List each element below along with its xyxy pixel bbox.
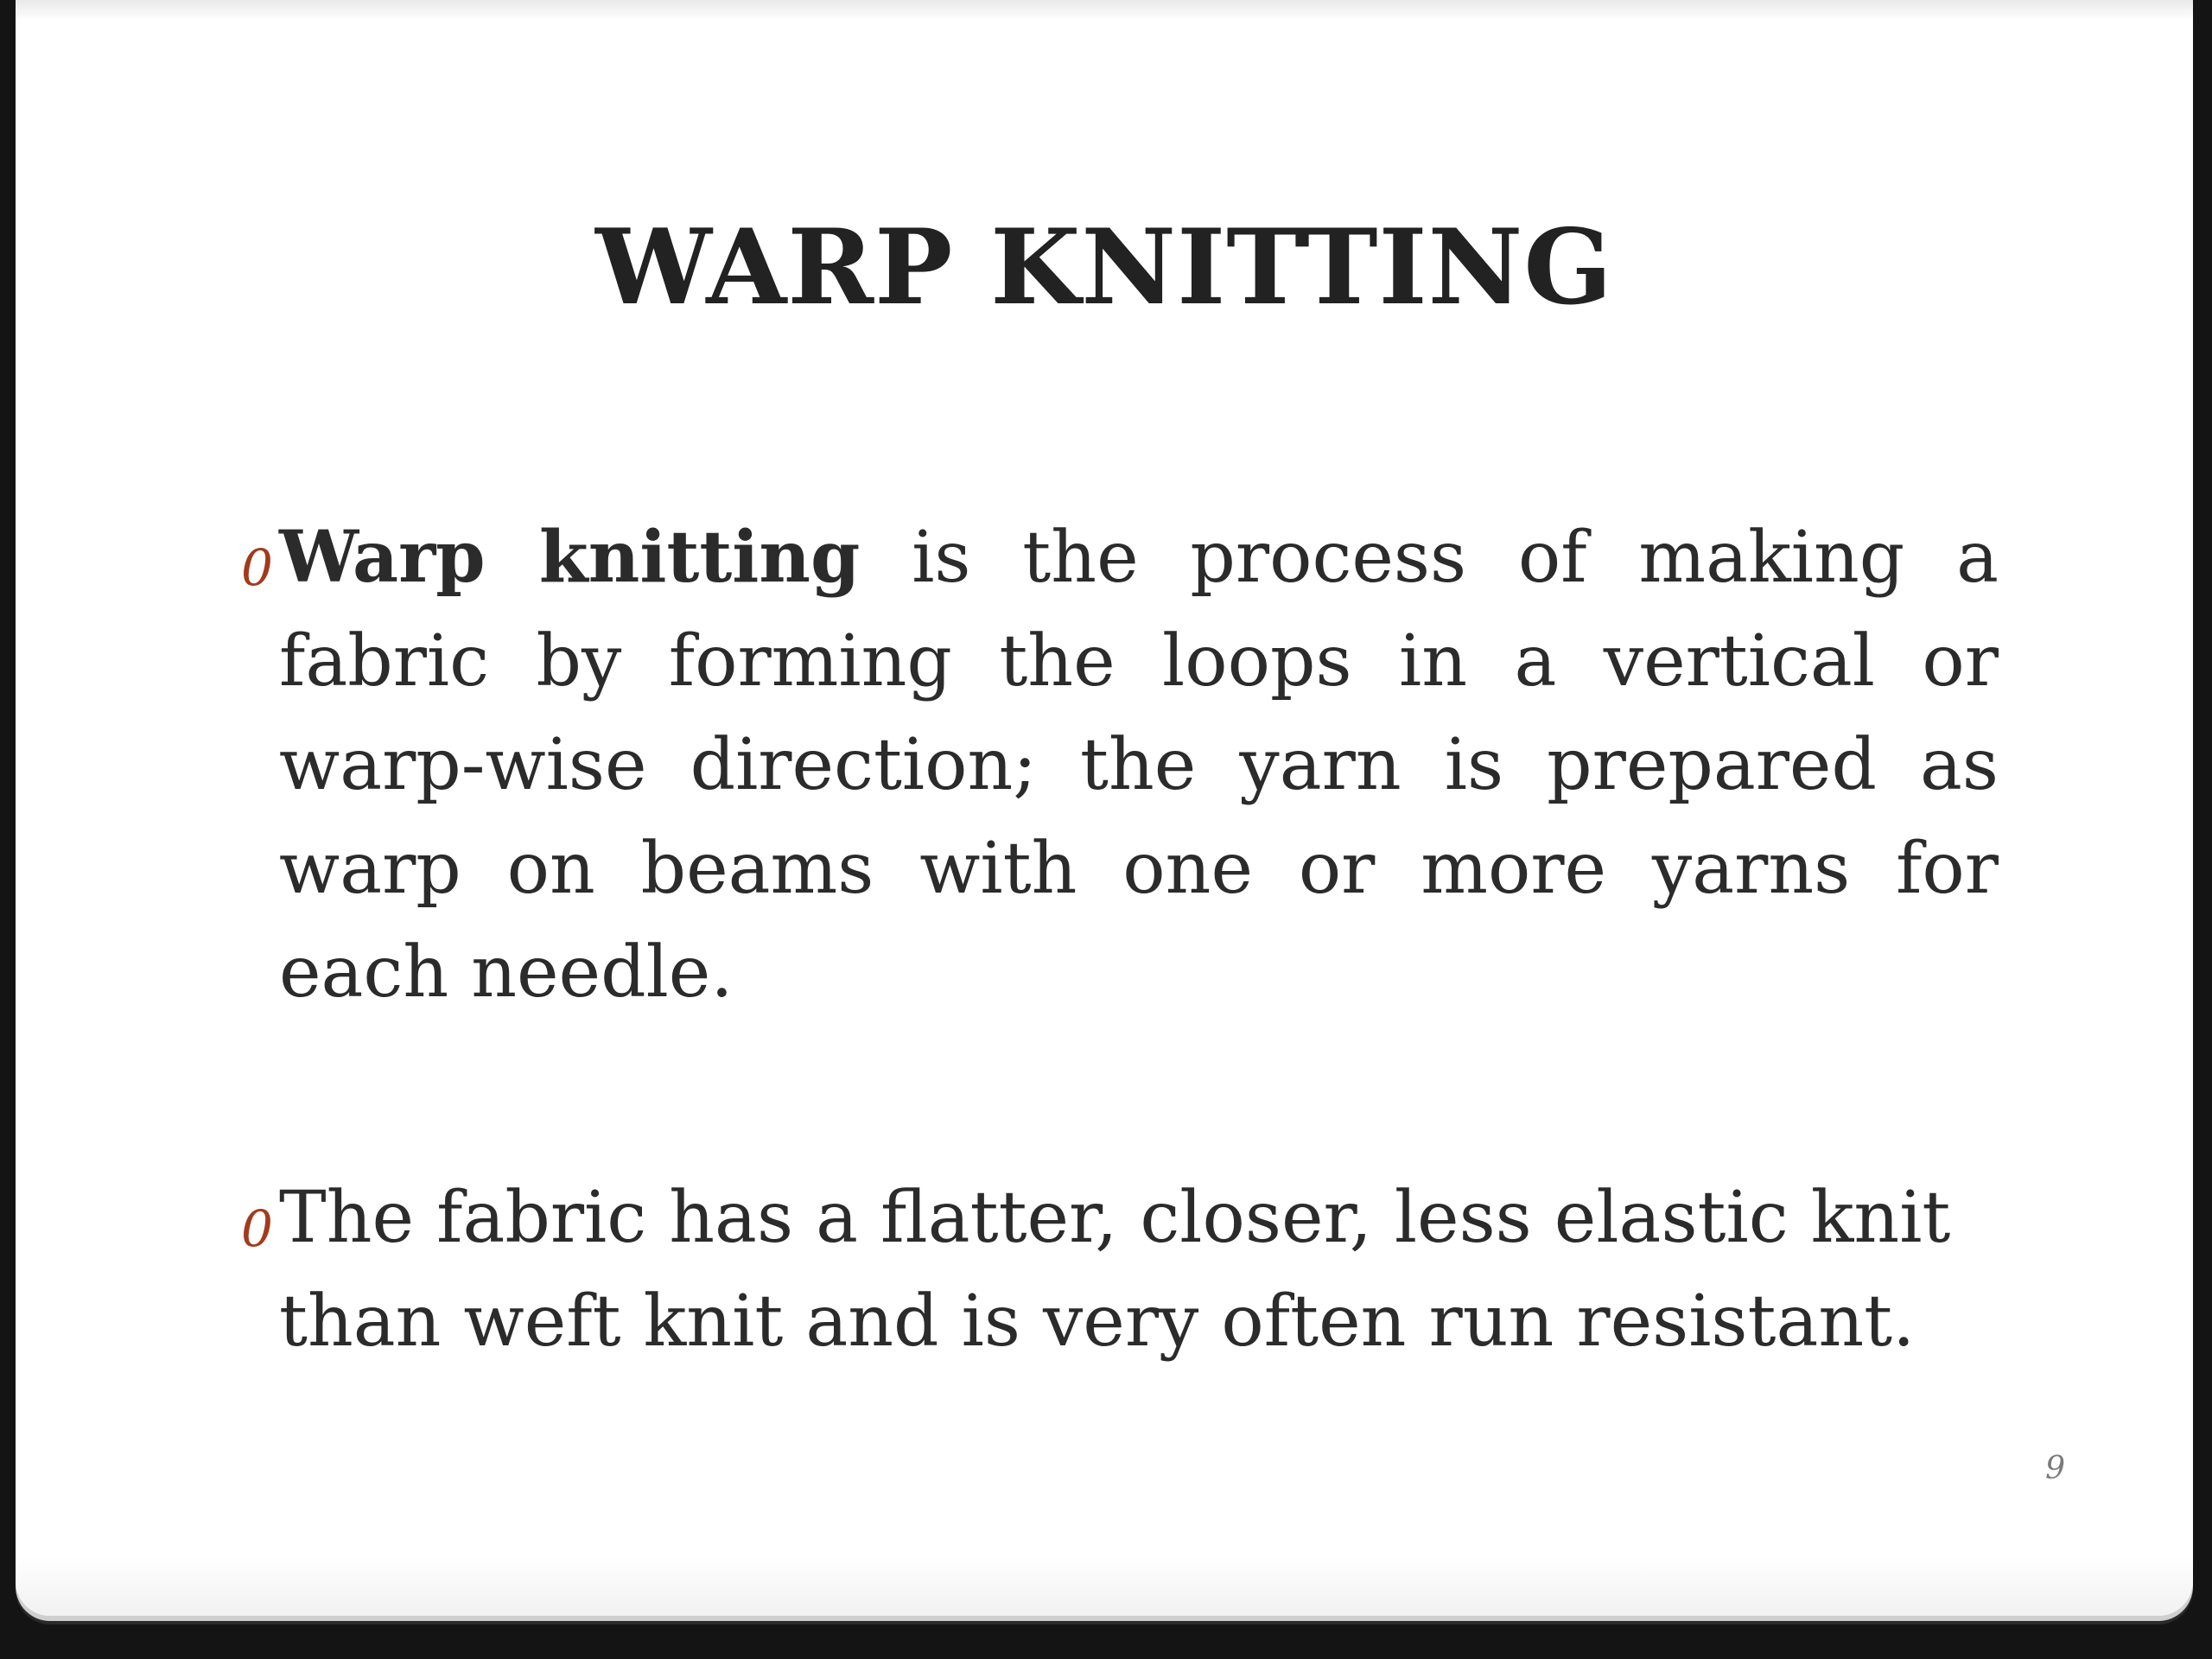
slide-title: WARP KNITTING [595, 207, 1613, 328]
page-number: 9 [2045, 1451, 2065, 1486]
bullet-marker-icon: 0 [241, 538, 273, 597]
bullet-text: is the process of making a fabric by forming the loops in a vertical or warp-wise direction; the yarn is prepared as warp on beams with one or more yarns for each needle. [279, 517, 1999, 1014]
slide [16, 0, 2193, 1616]
bullet-item [241, 505, 1999, 1025]
bullet-text: The fabric has a flatter, closer, less elastic knit than weft knit and is very often run resistant. [279, 1177, 1951, 1363]
bullet-marker-icon: 0 [241, 1199, 273, 1258]
bullet-item [241, 1166, 1999, 1374]
bullet-bold-lead: Warp knitting [279, 516, 861, 599]
